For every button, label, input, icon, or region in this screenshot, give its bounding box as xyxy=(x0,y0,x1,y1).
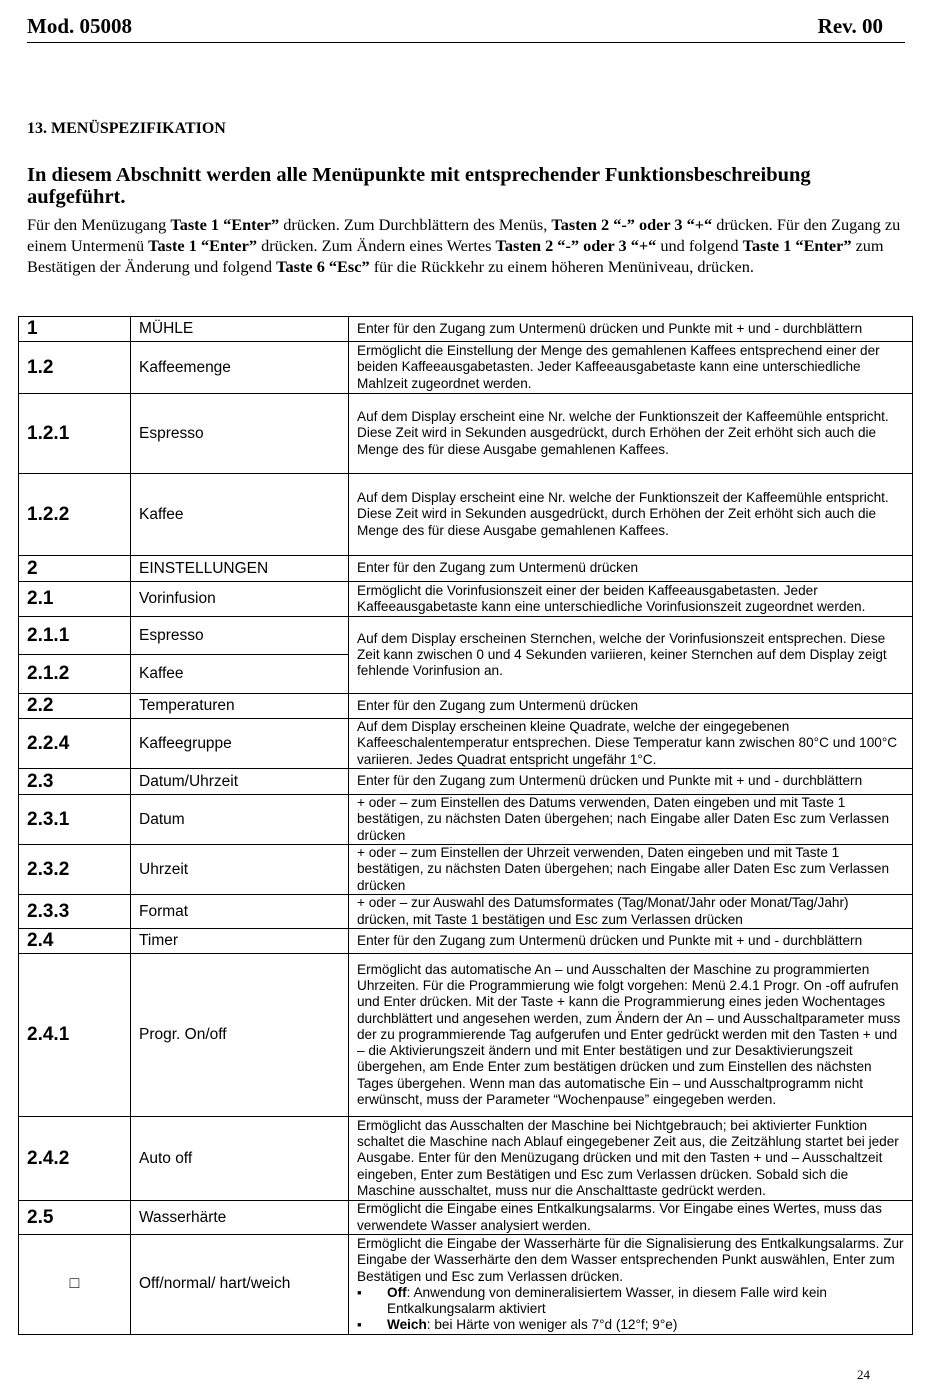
menu-description: Ermöglicht die Vorinfusionszeit einer der beiden Kaffeeausgabetasten. Jeder Kaffeeausgabetaste kann eine unterschiedliche Vorinfusionszeit zugeordnet werden. xyxy=(349,582,913,617)
intro-key: Taste 1 “Enter” xyxy=(170,215,280,234)
table-row xyxy=(19,317,913,342)
intro-paragraph xyxy=(27,214,907,277)
menu-description: + oder – zur Auswahl des Datumsformates (Tag/Monat/Jahr oder Monat/Tag/Jahr) drücken, mit Taste 1 bestätigen und Esc zum Verlassen drücken xyxy=(349,895,913,929)
menu-name: Off/normal/ hart/weich xyxy=(131,1235,349,1335)
table-row xyxy=(19,556,913,582)
menu-description: Ermöglicht das Ausschalten der Maschine bei Nichtgebrauch; bei aktivierter Funktion schaltet die Maschine nach Ablauf eingegebener Zeit aus, die Zeitzählung startet bei jeder Ausgabe. Enter für den Menüzugang drücken und mit den Tasten + und – Ausschaltzeit eingeben, Enter zum Bestätigen und Esc zum Verlassen drücken. Sobald sich die Maschine ausschaltet, muss nur die Anschalttaste gedrückt werden. xyxy=(349,1117,913,1201)
intro-key: Tasten 2 “-” oder 3 “+“ xyxy=(495,236,657,255)
menu-description: Auf dem Display erscheint eine Nr. welche der Funktionszeit der Kaffeemühle entspricht. Diese Zeit wird in Sekunden ausgedrückt, durch Erhöhen der Zeit erhöht sich auch die Menge des für diese Ausgabe gemahlenen Kaffees. xyxy=(349,394,913,474)
menu-name: Espresso xyxy=(131,394,349,474)
intro-key: Tasten 2 “-” oder 3 “+“ xyxy=(551,215,713,234)
bullet-text xyxy=(387,1285,904,1318)
menu-description: Auf dem Display erscheinen kleine Quadrate, welche der eingegebenen Kaffeeschalentemperatur entsprechen. Diese Temperatur kann zwischen 80°C und 100°C variieren. Jedes Quadrat entspricht ungefähr 1°C. xyxy=(349,719,913,769)
menu-name: Kaffee xyxy=(131,655,349,694)
menu-name: Wasserhärte xyxy=(131,1201,349,1235)
menu-number: 2.5 xyxy=(19,1201,131,1235)
menu-description: Enter für den Zugang zum Untermenü drücken xyxy=(349,694,913,719)
intro-text: drücken. Zum Ändern eines Wertes xyxy=(257,236,496,255)
table-row xyxy=(19,929,913,954)
menu-description: Enter für den Zugang zum Untermenü drücken und Punkte mit + und - durchblättern xyxy=(349,317,913,342)
intro-key: Taste 1 “Enter” xyxy=(148,236,258,255)
menu-number: 2.3.1 xyxy=(19,795,131,845)
table-row xyxy=(19,1235,913,1335)
bullet-label: Weich xyxy=(387,1317,427,1333)
menu-description: Ermöglicht die Eingabe eines Entkalkungsalarms. Vor Eingabe eines Wertes, muss das verwendete Wasser analysiert werden. xyxy=(349,1201,913,1235)
list-item xyxy=(357,1285,904,1318)
intro-text: drücken. Zum Durchblättern des Menüs, xyxy=(279,215,552,234)
menu-name: Kaffeegruppe xyxy=(131,719,349,769)
menu-number: 2.1 xyxy=(19,582,131,617)
menu-spec-table xyxy=(18,316,913,1335)
bullet-text xyxy=(387,1317,677,1333)
bullet-body: : Anwendung von demineralisiertem Wasser, in diesem Falle wird kein Entkalkungsalarm aktiviert xyxy=(387,1284,827,1317)
table-row xyxy=(19,895,913,929)
menu-description: Auf dem Display erscheint eine Nr. welche der Funktionszeit der Kaffeemühle entspricht. Diese Zeit wird in Sekunden ausgedrückt, durch Erhöhen der Zeit erhöht sich auch die Menge des für diese Ausgabe gemahlenen Kaffees. xyxy=(349,474,913,556)
menu-description: Enter für den Zugang zum Untermenü drücken xyxy=(349,556,913,582)
menu-description: Enter für den Zugang zum Untermenü drücken und Punkte mit + und - durchblättern xyxy=(349,929,913,954)
menu-description: Ermöglicht das automatische An – und Ausschalten der Maschine zu programmierten Uhrzeiten. Für die Programmierung wie folgt vorgehen: Menü 2.4.1 Progr. On -off aufrufen und Enter drücken. Mit der Taste + kann die Programmierung eines jeden Wochentages durchblättert und angesehen werden, zum Ändern der An – und Ausschaltparameter muss der zu programmierende Tag aufgerufen und Enter gedrückt werden mit den Tasten + und – die Aktivierungszeit ändern und mit Enter bestätigen und zur Desaktivierungszeit übergehen, am Ende Enter zum bestätigen drücken und zum Einstellen des nächsten Tages übergehen. Wenn man das automatische Ein – und Ausschaltprogramm nicht erwünscht, muss der Parameter “Wochenpause” eingegeben werden. xyxy=(349,954,913,1117)
menu-number: 2.1.2 xyxy=(19,655,131,694)
intro-text: drücken. Für den Zugang zu einem Untermenü xyxy=(27,215,901,255)
menu-number: 1.2.1 xyxy=(19,394,131,474)
description-text: Ermöglicht die Eingabe der Wasserhärte für die Signalisierung des Entkalkungsalarms. Zur Eingabe der Wasserhärte den dem Wasser entsprechenden Punkt auswählen, Enter zum Bestätigen und Esc zum Verlassen drücken. xyxy=(357,1236,904,1284)
menu-description: Ermöglicht die Einstellung der Menge des gemahlenen Kaffees entsprechend einer der beiden Kaffeeausgabetasten. Jeder Kaffeeausgabetaste kann eine unterschiedliche Mahlzeit zugeordnet werden. xyxy=(349,342,913,394)
menu-number: 1.2.2 xyxy=(19,474,131,556)
menu-name: EINSTELLUNGEN xyxy=(131,556,349,582)
table-row xyxy=(19,694,913,719)
menu-description: Auf dem Display erscheinen Sternchen, welche der Vorinfusionszeit entsprechen. Diese Zeit kann zwischen 0 und 4 Sekunden variieren, keiner Sternchen auf dem Display zeigt fehlende Vorinfusion an. xyxy=(349,617,913,694)
intro-text: und folgend xyxy=(656,236,743,255)
table-row xyxy=(19,795,913,845)
menu-number: 2.3.3 xyxy=(19,895,131,929)
menu-number: 2.3.2 xyxy=(19,845,131,895)
menu-name: Espresso xyxy=(131,617,349,655)
intro-heading: In diesem Abschnitt werden alle Menüpunkte mit entsprechender Funktionsbeschreibung aufgeführt. xyxy=(27,164,811,208)
intro-text: zum Bestätigen der Änderung und folgend xyxy=(27,236,884,276)
menu-name: Auto off xyxy=(131,1117,349,1201)
menu-name: Datum xyxy=(131,795,349,845)
menu-number: 1.2 xyxy=(19,342,131,394)
table-row xyxy=(19,769,913,795)
menu-number: 2.2 xyxy=(19,694,131,719)
menu-name: Format xyxy=(131,895,349,929)
revision: Rev. 00 xyxy=(817,14,883,38)
menu-name: Datum/Uhrzeit xyxy=(131,769,349,795)
table-row xyxy=(19,719,913,769)
menu-number: 2.4 xyxy=(19,929,131,954)
section-title: 13. MENÜSPEZIFIKATION xyxy=(27,120,226,137)
menu-number: 1 xyxy=(19,317,131,342)
menu-number: 2.1.1 xyxy=(19,617,131,655)
menu-description xyxy=(349,1235,913,1335)
intro-text: für die Rückkehr zu einem höheren Menüniveau, drücken. xyxy=(369,257,754,276)
list-item xyxy=(357,1317,904,1333)
table-row xyxy=(19,394,913,474)
menu-number: 2.4.2 xyxy=(19,1117,131,1201)
menu-number: 2.4.1 xyxy=(19,954,131,1117)
intro-key: Taste 1 “Enter” xyxy=(742,236,852,255)
menu-description: Enter für den Zugang zum Untermenü drücken und Punkte mit + und - durchblättern xyxy=(349,769,913,795)
menu-description: + oder – zum Einstellen der Uhrzeit verwenden, Daten eingeben und mit Taste 1 bestätigen, zu nächsten Daten übergehen; nach Eingabe aller Daten Esc zum Verlassen drücken xyxy=(349,845,913,895)
menu-name: MÜHLE xyxy=(131,317,349,342)
menu-name: Timer xyxy=(131,929,349,954)
table-row xyxy=(19,342,913,394)
intro-text: Für den Menüzugang xyxy=(27,215,171,234)
table-row xyxy=(19,1201,913,1235)
menu-number: 2 xyxy=(19,556,131,582)
menu-name: Kaffee xyxy=(131,474,349,556)
intro-key: Taste 6 “Esc” xyxy=(276,257,370,276)
menu-name: Temperaturen xyxy=(131,694,349,719)
page-header xyxy=(27,14,905,43)
menu-name: Vorinfusion xyxy=(131,582,349,617)
menu-number: 2.3 xyxy=(19,769,131,795)
table-row xyxy=(19,582,913,617)
bullet-body: : bei Härte von weniger als 7°d (12°f; 9°e) xyxy=(426,1317,678,1333)
menu-number: 2.2.4 xyxy=(19,719,131,769)
page-number: 24 xyxy=(857,1367,870,1382)
bullet-icon: ▪ xyxy=(357,1317,362,1333)
checkbox-symbol: □ xyxy=(19,1235,131,1335)
menu-name: Progr. On/off xyxy=(131,954,349,1117)
table-row xyxy=(19,474,913,556)
bullet-icon: ▪ xyxy=(357,1284,362,1300)
menu-name: Uhrzeit xyxy=(131,845,349,895)
table-row xyxy=(19,617,913,655)
menu-description: + oder – zum Einstellen des Datums verwenden, Daten eingeben und mit Taste 1 bestätigen, zu nächsten Daten übergehen; nach Eingabe aller Daten Esc zum Verlassen drücken xyxy=(349,795,913,845)
bullet-label: Off xyxy=(387,1284,407,1300)
table-row xyxy=(19,954,913,1117)
menu-name: Kaffeemenge xyxy=(131,342,349,394)
table-row xyxy=(19,845,913,895)
table-row xyxy=(19,1117,913,1201)
model-number: Mod. 05008 xyxy=(27,14,132,38)
